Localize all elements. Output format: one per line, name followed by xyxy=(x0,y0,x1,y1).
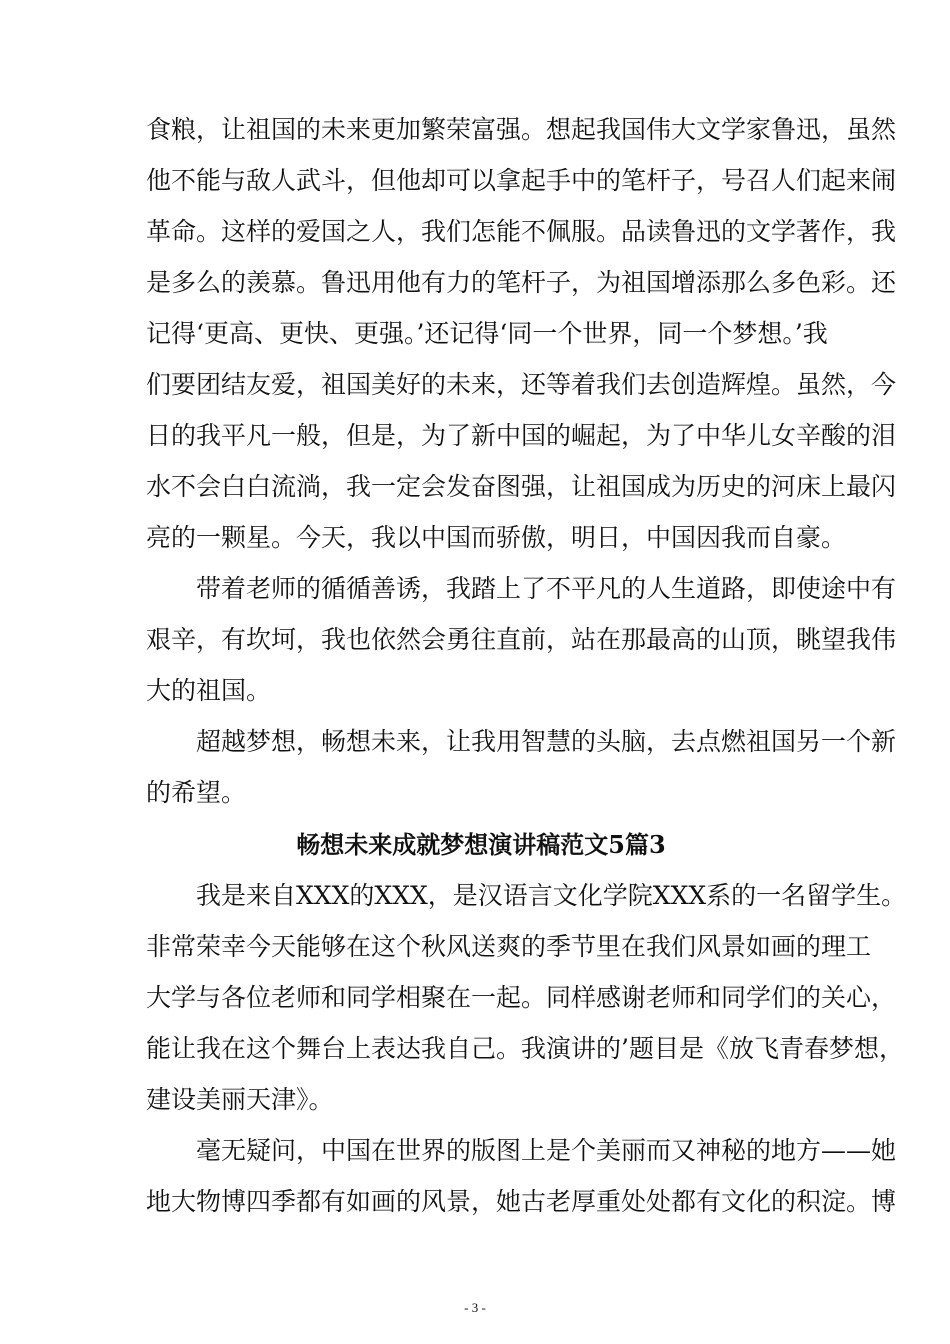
text-line: 超越梦想，畅想未来，让我用智慧的头脑，去点燃祖国另一个新 xyxy=(196,727,897,756)
text-line: 是多么的羡慕。鲁迅用他有力的笔杆子，为祖国增添那么多色彩。还 xyxy=(146,268,897,297)
text-line: 我是来自XXX的XXX，是汉语言文化学院XXX系的一名留学生。 xyxy=(196,881,907,910)
text-line: 地大物博四季都有如画的风景，她古老厚重处处都有文化的积淀。博 xyxy=(146,1187,897,1216)
text-line: 大学与各位老师和同学相聚在一起。同样感谢老师和同学们的关心， xyxy=(146,983,897,1012)
text-line: 们要团结友爱，祖国美好的未来，还等着我们去创造辉煌。虽然，今 xyxy=(146,370,897,399)
text-line: 记得‘更高、更快、更强。’还记得‘同一个世界，同一个梦想。’我 xyxy=(146,319,828,348)
text-line: 毫无疑问，中国在世界的版图上是个美丽而又神秘的地方——她 xyxy=(196,1136,897,1165)
text-line: 艰辛，有坎坷，我也依然会勇往直前，站在那最高的山顶，眺望我伟 xyxy=(146,625,897,654)
text-line: 亮的一颗星。今天，我以中国而骄傲，明日，中国因我而自豪。 xyxy=(146,523,847,552)
text-line: 水不会白白流淌，我一定会发奋图强，让祖国成为历史的河床上最闪 xyxy=(146,472,897,501)
text-line: 能让我在这个舞台上表达我自己。我演讲的’题目是《放飞青春梦想， xyxy=(146,1034,904,1063)
section-heading: 畅想未来成就梦想演讲稿范文5篇3 xyxy=(296,830,666,859)
text-line: 日的我平凡一般，但是，为了新中国的崛起，为了中华儿女辛酸的泪 xyxy=(146,421,897,450)
text-line: 革命。这样的爱国之人，我们怎能不佩服。品读鲁迅的文学著作，我 xyxy=(146,217,897,246)
text-line: 他不能与敌人武斗，但他却可以拿起手中的笔杆子，号召人们起来闹 xyxy=(146,166,897,195)
text-line: 食粮，让祖国的未来更加繁荣富强。想起我国伟大文学家鲁迅，虽然 xyxy=(146,115,897,144)
text-line: 带着老师的循循善诱，我踏上了不平凡的人生道路，即使途中有 xyxy=(196,574,897,603)
text-line: 大的祖国。 xyxy=(146,676,272,705)
page-number: - 3 - xyxy=(464,1300,486,1315)
text-line: 建设美丽天津》。 xyxy=(146,1085,334,1114)
text-line: 非常荣幸今天能够在这个秋风送爽的季节里在我们风景如画的理工 xyxy=(146,932,872,961)
text-line: 的希望。 xyxy=(146,778,247,807)
